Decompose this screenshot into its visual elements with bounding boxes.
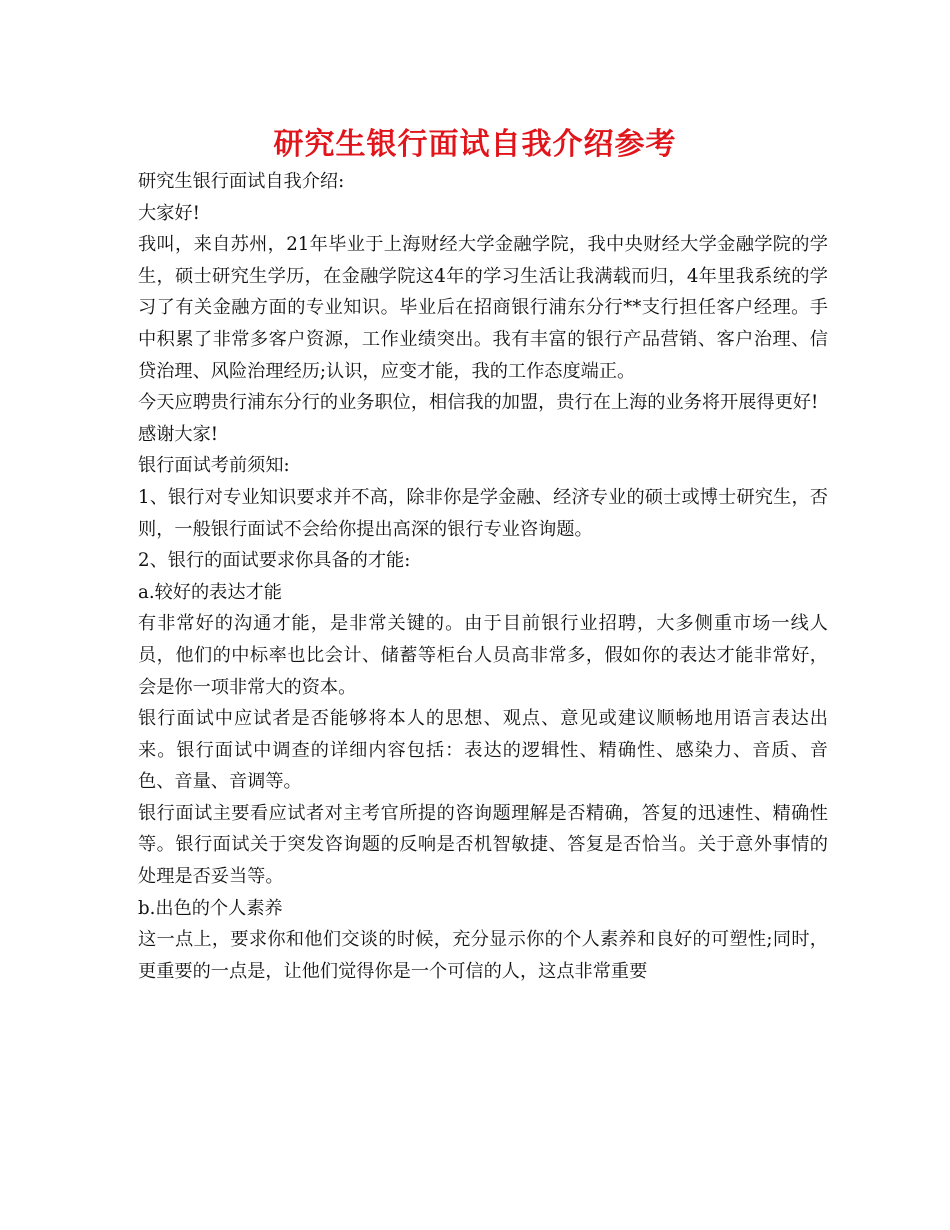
paragraph-intro-heading: 研究生银行面试自我介绍: [138,171,345,192]
document-body [138,166,828,987]
paragraph-thanks: 感谢大家! [138,423,219,445]
paragraph-self-introduction: 我叫，来自苏州，21年毕业于上海财经大学金融学院，我中央财经大学金融学院的学生，硕士研究生学历，在金融学院这4年的学习生活让我满载而归，4年里我系统的学习了有关金融方面的专业知识。毕业后在招商银行浦东分行**支行担任客户经理。手中积累了非常多客户资源，工作业绩突出。我有丰富的银行产品营销、客户治理、信贷治理、风险治理经历;认识，应变才能，我的工作态度端正。 [138,234,828,382]
paragraph-note-1: 1、银行对专业知识要求并不高，除非你是学金融、经济专业的硕士或博士研究生，否则，一般银行面试不会给你提出高深的银行专业咨询题。 [138,486,828,540]
paragraph-notes-heading: 银行面试考前须知: [138,455,290,477]
paragraph-personal-quality: 这一点上，要求你和他们交谈的时候，充分显示你的个人素养和良好的可塑性;同时，更重要的一点是，让他们觉得你是一个可信的人，这点非常重要 [138,929,828,982]
document-title: 研究生银行面试自我介绍参考 [273,127,677,162]
paragraph-subheading-a: a.较好的表达才能 [138,581,282,603]
paragraph-subheading-b: b.出色的个人素养 [138,897,283,919]
paragraph-comprehension: 银行面试主要看应试者对主考官所提的咨询题理解是否精确，答复的迅速性、精确性等。银行面试关于突发咨询题的反响是否机智敏捷、答复是否恰当。关于意外事情的处理是否妥当等。 [138,802,828,888]
paragraph-expression: 银行面试中应试者是否能够将本人的思想、观点、意见或建议顺畅地用语言表达出来。银行面试中调查的详细内容包括：表达的逻辑性、精确性、感染力、音质、音色、音量、音调等。 [138,708,828,793]
paragraph-application: 今天应聘贵行浦东分行的业务职位，相信我的加盟，贵行在上海的业务将开展得更好! [138,392,819,414]
paragraph-note-2: 2、银行的面试要求你具备的才能: [138,550,411,572]
paragraph-greeting: 大家好! [138,202,200,224]
paragraph-communication: 有非常好的沟通才能，是非常关键的。由于目前银行业招聘，大多侧重市场一线人员，他们的中标率也比会计、储蓄等柜台人员高非常多，假如你的表达才能非常好，会是你一项非常大的资本。 [138,613,828,698]
